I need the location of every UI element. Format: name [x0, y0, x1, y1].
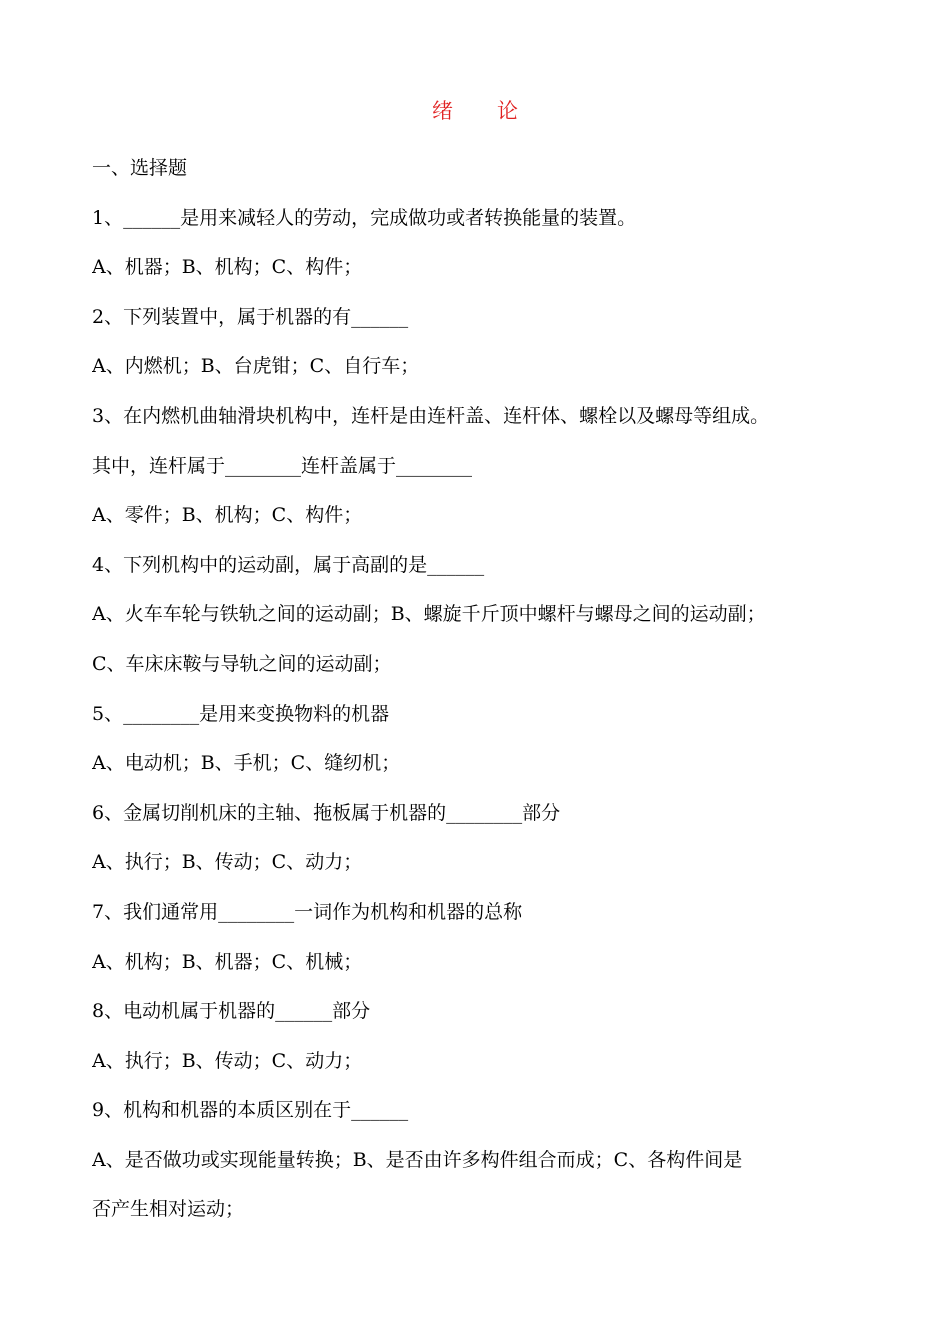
question-list: [92, 144, 872, 1235]
question-6-options: A、执行；B、传动；C、动力；: [92, 851, 363, 874]
question-7-text: 7、我们通常用________一词作为机构和机器的总称: [92, 900, 523, 923]
question-1-text: 1、______是用来减轻人的劳动，完成做功或者转换能量的装置。: [92, 206, 637, 229]
question-8-text: 8、电动机属于机器的______部分: [92, 1000, 371, 1023]
question-5-options: A、电动机；B、手机；C、缝纫机；: [92, 752, 401, 775]
question-8-options: A、执行；B、传动；C、动力；: [92, 1049, 363, 1072]
question-9-options-continued: 否产生相对运动；: [92, 1198, 245, 1221]
question-2-options: A、内燃机；B、台虎钳；C、自行车；: [92, 355, 420, 378]
question-4-options-continued: C、车床床鞍与导轨之间的运动副；: [92, 652, 392, 675]
question-9-text: 9、机构和机器的本质区别在于______: [92, 1099, 409, 1122]
question-7-options: A、机构；B、机器；C、机械；: [92, 950, 363, 973]
question-3-text-continued: 其中，连杆属于________连杆盖属于________: [92, 454, 473, 477]
question-4-text: 4、下列机构中的运动副，属于高副的是______: [92, 553, 485, 576]
question-3-text: 3、在内燃机曲轴滑块机构中，连杆是由连杆盖、连杆体、螺栓以及螺母等组成。: [92, 404, 770, 427]
question-5-text: 5、________是用来变换物料的机器: [92, 702, 390, 725]
question-9-options: A、是否做功或实现能量转换；B、是否由许多构件组合而成；C、各构件间是: [92, 1148, 743, 1171]
document-title: 绪论: [432, 99, 562, 123]
question-6-text: 6、金属切削机床的主轴、拖板属于机器的________部分: [92, 801, 561, 824]
section-heading: 一、选择题: [92, 157, 188, 179]
question-1-options: A、机器；B、机构；C、构件；: [92, 256, 363, 279]
question-4-options: A、火车车轮与铁轨之间的运动副；B、螺旋千斤顶中螺杆与螺母之间的运动副；: [92, 603, 766, 626]
question-3-options: A、零件；B、机构；C、构件；: [92, 504, 363, 527]
question-2-text: 2、下列装置中，属于机器的有______: [92, 305, 409, 328]
